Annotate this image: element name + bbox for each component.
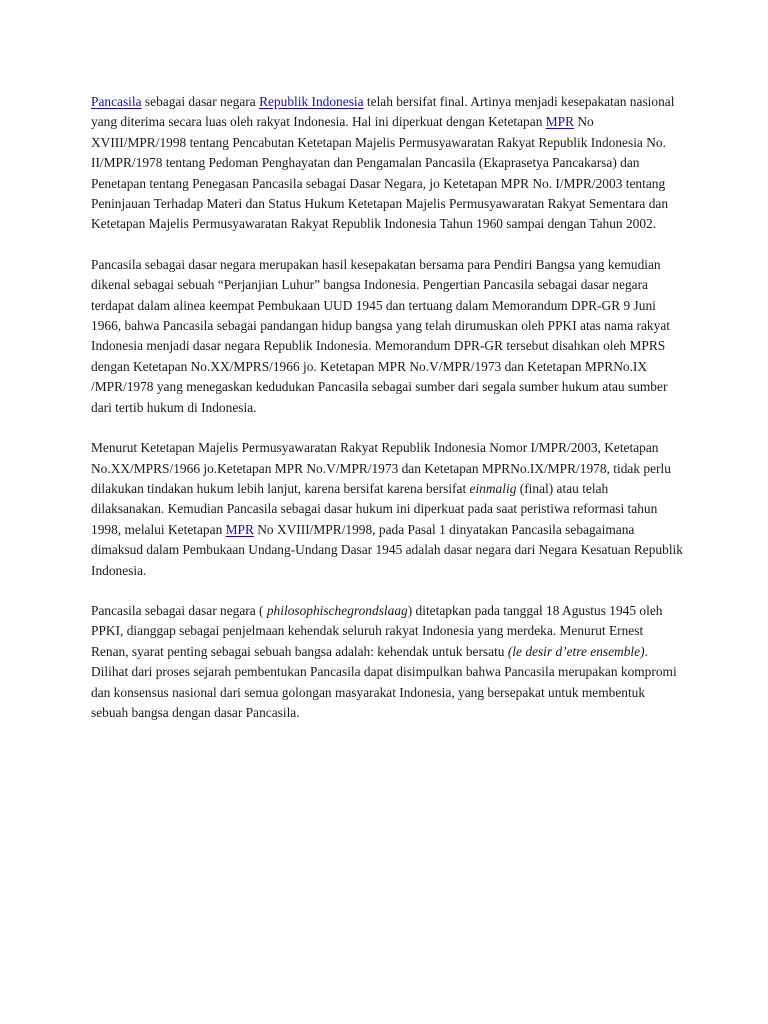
paragraph — [91, 92, 683, 235]
paragraph-text: sebagai dasar negara — [141, 94, 260, 109]
paragraph — [91, 255, 683, 418]
link-mpr[interactable]: MPR — [225, 521, 254, 537]
link-republik-indonesia[interactable]: Republik Indonesia — [259, 94, 364, 109]
paragraph-text: (final) atau telah dilaksanakan. Kemudian Pancasila sebagai dasar hukum ini diperkuat pada saat peristiwa reformasi tahun 1998, melalui Ketetapan — [91, 480, 658, 537]
paragraph-text: No XVIII/MPR/1998, pada Pasal 1 dinyatakan Pancasila sebagaimana dimaksud dalam Pembukaan Undang-Undang Dasar 1945 adalah dasar negara dari Negara Kesatuan Republik Indonesia. — [91, 521, 683, 578]
document-page — [91, 92, 683, 723]
paragraph — [91, 438, 683, 581]
paragraph-text: Pancasila sebagai dasar negara merupakan hasil kesepakatan bersama para Pendiri Bangsa yang kemudian dikenal sebagai sebuah “Perjanjian Luhur” bangsa Indonesia. Pengertian Pancasila sebagai dasar negara terdapat dalam alinea keempat Pembukaan UUD 1945 dan tertuang dalam Memorandum DPR-GR 9 Juni 1966, bahwa Pancasila sebagai pandangan hidup bangsa yang telah dirumuskan oleh PPKI atas nama rakyat Indonesia menjadi dasar negara Republik Indonesia. Memorandum DPR-GR tersebut disahkan oleh MPRS dengan Ketetapan No.XX/MPRS/1966 jo. Ketetapan MPR No.V/MPR/1973 dan Ketetapan MPRNo.IX /MPR/1978 yang menegaskan kedudukan Pancasila sebagai sumber dari segala sumber hukum atau sumber dari tertib hukum di Indonesia. — [91, 256, 670, 415]
paragraph-text: Menurut Ketetapan Majelis Permusyawaratan Rakyat Republik Indonesia Nomor I/MPR/2003, Ketetapan No.XX/MPRS/1966 jo.Ketetapan MPR No.V/MPR/1973 dan Ketetapan MPRNo.IX/MPR/1978, tidak perlu dilakukan tindakan hukum lebih lanjut, karena bersifat karena bersifat — [91, 440, 671, 496]
paragraph-text: . Dilihat dari proses sejarah pembentukan Pancasila dapat disimpulkan bahwa Pancasila merupakan kompromi dan konsensus nasional dari semua golongan masyarakat Indonesia, yang bersepakat untuk membentuk sebuah bangsa dengan dasar Pancasila. — [91, 643, 677, 720]
italic-term: (le desir d’etre ensemble) — [507, 643, 645, 659]
italic-term: einmalig — [469, 480, 517, 496]
link-pancasila[interactable]: Pancasila — [91, 94, 142, 109]
paragraph-text: No XVIII/MPR/1998 tentang Pencabutan Ketetapan Majelis Permusyawaratan Rakyat Republik Indonesia No. II/MPR/1978 tentang Pedoman Penghayatan dan Pengamalan Pancasila (Ekaprasetya Pancakarsa) dan Penetapan tentang Penegasan Pancasila sebagai Dasar Negara, jo Ketetapan MPR No. I/MPR/2003 tentang Peninjauan Terhadap Materi dan Status Hukum Ketetapan Majelis Permusyawaratan Rakyat Sementara dan Ketetapan Majelis Permusyawaratan Rakyat Republik Indonesia Tahun 1960 sampai dengan Tahun 2002. — [91, 114, 669, 232]
link-mpr[interactable]: MPR — [545, 114, 575, 130]
paragraph-text: ) ditetapkan pada tanggal 18 Agustus 1945 oleh PPKI, dianggap sebagai penjelmaan kehendak seluruh rakyat Indonesia yang merdeka. Menurut Ernest Renan, syarat penting sebagai sebuah bangsa adalah: kehendak untuk bersatu — [91, 602, 663, 659]
paragraph — [91, 601, 683, 723]
paragraph-text: Pancasila sebagai dasar negara ( — [91, 602, 267, 618]
paragraph-text: telah bersifat final. Artinya menjadi kesepakatan nasional yang diterima secara luas oleh rakyat Indonesia. Hal ini diperkuat dengan Ketetapan — [91, 94, 675, 130]
italic-term: philosophischegrondslaag — [266, 602, 408, 618]
